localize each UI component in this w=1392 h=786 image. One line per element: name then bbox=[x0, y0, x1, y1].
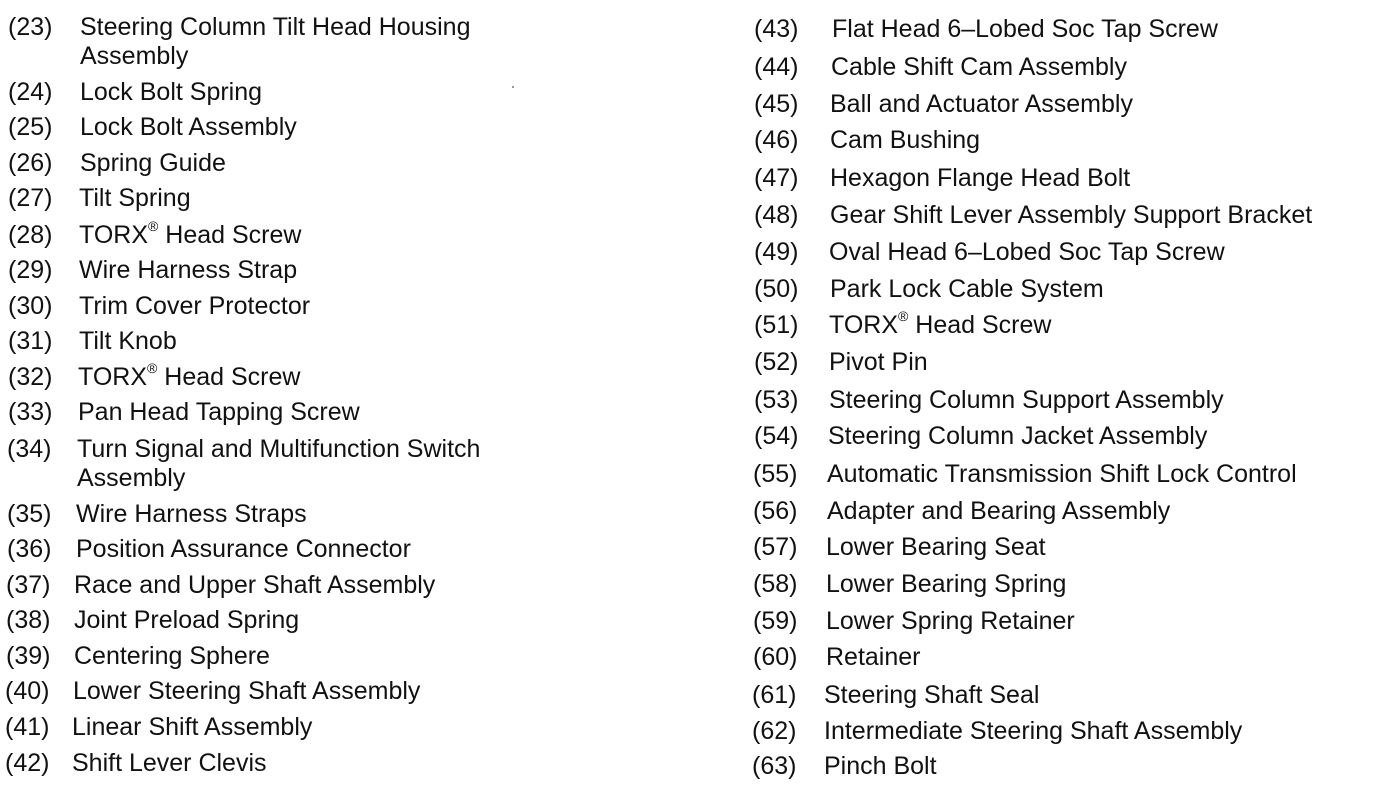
item-number: (44) bbox=[754, 53, 799, 81]
item-number: (36) bbox=[7, 535, 52, 563]
item-number: (50) bbox=[754, 275, 799, 303]
item-label bbox=[72, 713, 312, 742]
item-number: (25) bbox=[8, 113, 53, 141]
item-label-continuation: Assembly bbox=[80, 42, 189, 70]
item-label-text: Flat Head 6–Lobed Soc Tap Screw bbox=[832, 15, 1218, 43]
registered-mark: ® bbox=[898, 308, 909, 324]
item-label-text: Spring Guide bbox=[80, 149, 226, 177]
item-label bbox=[830, 275, 1104, 304]
registered-mark: ® bbox=[148, 218, 159, 234]
item-label-text: Oval Head 6–Lobed Soc Tap Screw bbox=[829, 238, 1225, 266]
item-label-text: Ball and Actuator Assembly bbox=[830, 90, 1133, 118]
item-label-text: Trim Cover Protector bbox=[79, 292, 311, 320]
item-label bbox=[79, 256, 297, 285]
item-label-text: Turn Signal and Multifunction Switch bbox=[77, 435, 481, 463]
item-label bbox=[74, 606, 299, 635]
item-label bbox=[76, 500, 307, 529]
item-label-text: Joint Preload Spring bbox=[74, 606, 300, 634]
item-number: (30) bbox=[8, 292, 53, 320]
item-label-text: Pivot Pin bbox=[829, 348, 928, 376]
item-label bbox=[79, 292, 310, 321]
item-label-text: Retainer bbox=[826, 643, 921, 671]
item-number: (27) bbox=[8, 184, 53, 212]
item-label-text: Lock Bolt Spring bbox=[80, 78, 263, 106]
item-label-text: Centering Sphere bbox=[74, 642, 270, 670]
item-number: (31) bbox=[8, 327, 53, 355]
item-label-suffix: Head Screw bbox=[157, 363, 301, 391]
item-label bbox=[827, 497, 1170, 526]
item-number: (56) bbox=[753, 497, 798, 525]
item-number: (55) bbox=[753, 460, 798, 488]
item-number: (42) bbox=[5, 749, 50, 777]
item-label-text: TORX bbox=[78, 363, 147, 391]
item-label bbox=[74, 642, 270, 671]
item-label-text: Gear Shift Lever Assembly Support Bracket bbox=[830, 201, 1313, 229]
item-label-suffix: Head Screw bbox=[158, 221, 302, 249]
item-number: (29) bbox=[8, 256, 53, 284]
item-number: (26) bbox=[8, 149, 53, 177]
item-label bbox=[830, 201, 1312, 230]
item-number: (28) bbox=[8, 221, 53, 249]
item-label bbox=[78, 398, 360, 427]
item-number: (53) bbox=[754, 386, 799, 414]
item-number: (43) bbox=[754, 15, 799, 43]
item-label-text: Linear Shift Assembly bbox=[72, 713, 313, 741]
item-number: (39) bbox=[6, 642, 51, 670]
item-number: (37) bbox=[6, 571, 51, 599]
item-label bbox=[72, 749, 267, 778]
item-label bbox=[830, 164, 1130, 193]
item-label bbox=[829, 238, 1225, 267]
item-label-text: Cam Bushing bbox=[830, 126, 981, 154]
item-label-text: Steering Column Support Assembly bbox=[829, 386, 1224, 414]
item-label-text: Cable Shift Cam Assembly bbox=[831, 53, 1127, 81]
item-number: (59) bbox=[753, 607, 798, 635]
item-label bbox=[77, 435, 480, 493]
item-label bbox=[828, 422, 1207, 451]
item-label bbox=[79, 218, 302, 250]
item-number: (23) bbox=[8, 13, 53, 41]
item-label-text: Race and Upper Shaft Assembly bbox=[74, 571, 436, 599]
item-label-text: Steering Column Tilt Head Housing bbox=[80, 13, 471, 41]
item-number: (33) bbox=[8, 398, 53, 426]
item-number: (51) bbox=[754, 311, 799, 339]
item-label bbox=[824, 717, 1242, 746]
item-label-text: Tilt Spring bbox=[79, 184, 191, 212]
item-label-text: TORX bbox=[829, 311, 898, 339]
item-number: (61) bbox=[752, 681, 797, 709]
item-number: (32) bbox=[8, 363, 53, 391]
item-label-continuation: Assembly bbox=[77, 464, 186, 492]
item-label-text: TORX bbox=[79, 221, 148, 249]
item-label-text: Pinch Bolt bbox=[824, 752, 937, 780]
item-label bbox=[829, 348, 928, 377]
item-label bbox=[830, 90, 1133, 119]
item-label bbox=[79, 327, 177, 356]
item-label-text: Lower Steering Shaft Assembly bbox=[73, 677, 421, 705]
item-label bbox=[824, 681, 1039, 710]
item-label bbox=[80, 113, 297, 142]
item-label bbox=[74, 571, 435, 600]
item-number: (54) bbox=[754, 422, 799, 450]
item-number: (47) bbox=[754, 164, 799, 192]
item-label bbox=[827, 460, 1297, 489]
item-label-text: Steering Shaft Seal bbox=[824, 681, 1040, 709]
item-label bbox=[80, 78, 262, 107]
item-number: (58) bbox=[753, 570, 798, 598]
item-label-suffix: Head Screw bbox=[908, 311, 1052, 339]
item-label-text: Wire Harness Straps bbox=[76, 500, 307, 528]
item-label bbox=[76, 535, 411, 564]
item-label bbox=[73, 677, 420, 706]
item-number: (45) bbox=[754, 90, 799, 118]
item-label bbox=[826, 533, 1046, 562]
item-number: (60) bbox=[753, 643, 798, 671]
item-number: (46) bbox=[754, 126, 799, 154]
item-number: (24) bbox=[8, 78, 53, 106]
item-number: (62) bbox=[752, 717, 797, 745]
item-label bbox=[829, 386, 1224, 415]
item-label-text: Park Lock Cable System bbox=[830, 275, 1104, 303]
item-label-text: Shift Lever Clevis bbox=[72, 749, 267, 777]
item-label bbox=[826, 607, 1075, 636]
item-number: (52) bbox=[754, 348, 799, 376]
item-label bbox=[826, 643, 921, 672]
item-number: (35) bbox=[7, 500, 52, 528]
item-label-text: Position Assurance Connector bbox=[76, 535, 411, 563]
item-number: (34) bbox=[7, 435, 52, 463]
item-number: (40) bbox=[5, 677, 50, 705]
item-label bbox=[79, 184, 191, 213]
item-label bbox=[832, 15, 1218, 44]
item-number: (63) bbox=[752, 752, 797, 780]
item-label-text: Lower Bearing Seat bbox=[826, 533, 1046, 561]
item-label-text: Hexagon Flange Head Bolt bbox=[830, 164, 1131, 192]
item-label-text: Automatic Transmission Shift Lock Control bbox=[827, 460, 1297, 488]
item-label-text: Intermediate Steering Shaft Assembly bbox=[824, 717, 1243, 745]
item-label bbox=[829, 308, 1052, 340]
item-number: (57) bbox=[753, 533, 798, 561]
registered-mark: ® bbox=[147, 360, 158, 376]
item-label bbox=[80, 149, 226, 178]
item-label bbox=[78, 360, 301, 392]
item-number: (38) bbox=[6, 606, 51, 634]
item-label-text: Tilt Knob bbox=[79, 327, 177, 355]
item-label-text: Steering Column Jacket Assembly bbox=[828, 422, 1208, 450]
item-number: (41) bbox=[5, 713, 50, 741]
item-label bbox=[824, 752, 937, 781]
item-label bbox=[80, 13, 470, 71]
item-label-text: Pan Head Tapping Screw bbox=[78, 398, 360, 426]
item-number: (49) bbox=[754, 238, 799, 266]
item-label-text: Lower Bearing Spring bbox=[826, 570, 1067, 598]
item-label bbox=[826, 570, 1066, 599]
item-number: (48) bbox=[754, 201, 799, 229]
item-label-text: Wire Harness Strap bbox=[79, 256, 298, 284]
item-label bbox=[831, 53, 1127, 82]
scan-speck bbox=[512, 86, 514, 88]
item-label-text: Adapter and Bearing Assembly bbox=[827, 497, 1171, 525]
item-label bbox=[830, 126, 980, 155]
item-label-text: Lower Spring Retainer bbox=[826, 607, 1075, 635]
item-label-text: Lock Bolt Assembly bbox=[80, 113, 297, 141]
